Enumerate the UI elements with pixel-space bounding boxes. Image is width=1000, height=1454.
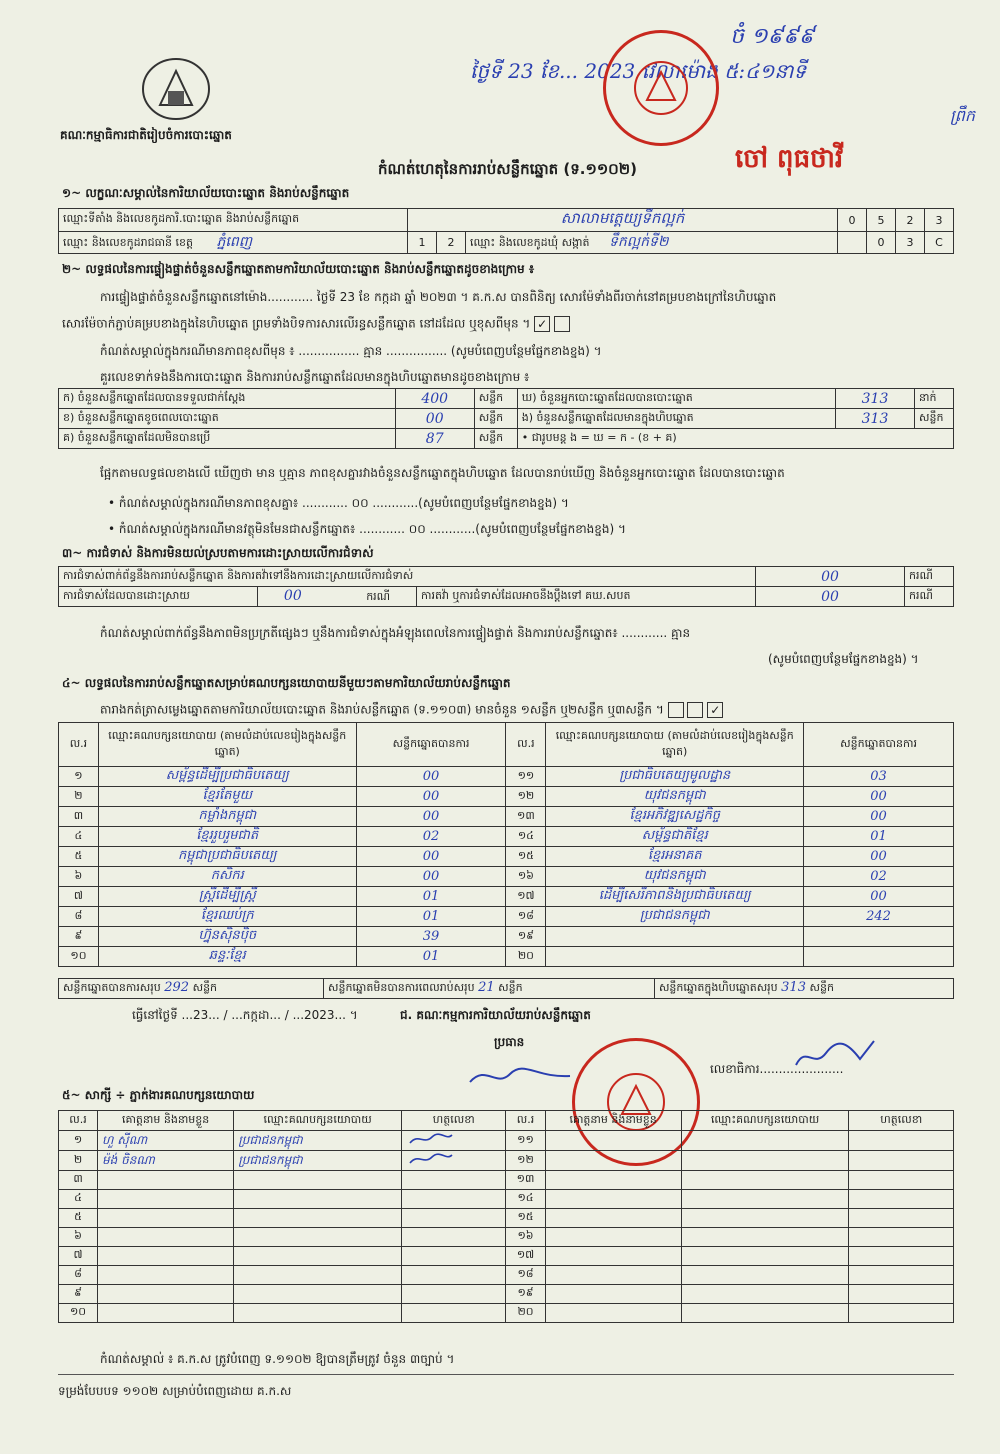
witness-row	[59, 1247, 954, 1266]
party-votes: 03	[804, 767, 954, 787]
commune-label: ឈ្មោះ និងលេខកូដឃុំ សង្កាត់ ទឹកល្អក់ទី២	[466, 232, 838, 254]
witness-name	[98, 1171, 234, 1190]
witness-party	[681, 1151, 849, 1171]
witness-no: ៩	[59, 1285, 98, 1304]
official-stamp-top	[603, 30, 719, 146]
section2-para1: ការផ្ទៀងផ្ទាត់ចំនួនសន្លឹកឆ្នោតនៅម៉ោង............ ថ្ងៃទី 23 ខែ កក្កដា ឆ្នាំ ២០២៣ ។ គ.ក.ស បានពិនិត្យ សោរម៉ែទាំងពីរចាក់នៅគម្របខាងក្រៅនៃហិបឆ្នោត	[100, 290, 777, 304]
witness-col-signature: ហត្ថលេខា	[849, 1111, 954, 1131]
count-unit: សន្លឹក	[915, 409, 954, 429]
section3-note: កំណត់សម្គាល់ពាក់ព័ន្ធនឹងភាពមិនប្រក្រតីផ្សេងៗ ឬនឹងការជំទាស់ក្នុងអំឡុងពេលនៃការផ្ទៀងផ្ទាត់ និងការរាប់សន្លឹកឆ្នោត៖ ............ គ្មាន	[100, 626, 691, 640]
witness-no: ៤	[59, 1190, 98, 1209]
footer-note: កំណត់សម្គាល់ ៖ គ.ក.ស ត្រូវបំពេញ ទ.១១០២ ឱ្យបានត្រឹមត្រូវ ចំនួន ៣ច្បាប់ ។	[100, 1352, 455, 1366]
witness-name	[545, 1131, 681, 1151]
party-name: យុវជនកម្ពុជា	[546, 787, 804, 807]
location-value: សាលាមត្តេយ្យទឹកល្អក់	[408, 209, 838, 232]
party-votes: 01	[356, 947, 506, 967]
witness-signature	[849, 1190, 954, 1209]
count-label: ខ) ចំនួនសន្លឹកឆ្នោតខូចពេលបោះឆ្នោត	[59, 409, 396, 429]
witness-party	[681, 1304, 849, 1323]
witness-row	[59, 1151, 954, 1171]
witness-name	[545, 1190, 681, 1209]
witness-name: ហួ ស៊ីណា	[98, 1131, 234, 1151]
witness-party	[681, 1228, 849, 1247]
party-results-table	[58, 722, 954, 967]
party-row	[59, 887, 954, 907]
party-name: ខ្មែររួបរួមជាតិ	[98, 827, 356, 847]
witness-signature	[402, 1190, 506, 1209]
party-name: កសិករ	[98, 867, 356, 887]
witness-col-party: ឈ្មោះគណបក្សនយោបាយ	[681, 1111, 849, 1131]
one-sheet-checkbox[interactable]	[668, 702, 684, 718]
col-no-header: ល.រ	[506, 723, 546, 767]
count-label: ឃ) ចំនួនអ្នកបោះឆ្នោតដែលបានបោះឆ្នោត	[517, 389, 835, 409]
witness-row	[59, 1266, 954, 1285]
witness-signature	[849, 1131, 954, 1151]
witness-col-name: គោត្តនាម និងនាមខ្លួន	[98, 1111, 234, 1131]
witness-signature	[849, 1285, 954, 1304]
witness-party: ប្រជាជនកម្ពុជា	[234, 1151, 402, 1171]
party-no: ១៨	[506, 907, 546, 927]
count-value: 00	[395, 409, 474, 429]
secretary-label: លេខាធិការ......................	[710, 1062, 844, 1076]
formula: • ជារូបមន្ត ង = ឃ = ក - (ខ + គ)	[517, 429, 953, 449]
section4-subline: តារាងកត់ត្រាសម្លេងឆ្នោតតាមការិយាល័យបោះឆ្នោត និងរាប់សន្លឹកឆ្នោត (ទ.១១០៣) មានចំនួន ១សន្លឹក ឬ២សន្លឹក ឬ៣សន្លឹក ។ ✓	[100, 702, 723, 718]
party-no: ៣	[59, 807, 99, 827]
party-votes: 00	[356, 847, 506, 867]
count-unit: សន្លឹក	[474, 409, 517, 429]
section3-heading: ៣~ ការជំទាស់ និងការមិនយល់ស្របតាមការដោះស្រាយលើការជំទាស់	[62, 546, 374, 560]
party-votes: 00	[804, 807, 954, 827]
party-name: ខ្មែរឈប់ក្រ	[98, 907, 356, 927]
witness-party	[234, 1171, 402, 1190]
witness-no: ៨	[59, 1266, 98, 1285]
witness-party	[681, 1171, 849, 1190]
witness-name	[98, 1266, 234, 1285]
party-name: ខ្មែរអភិវឌ្ឍសេដ្ឋកិច្ច	[546, 807, 804, 827]
witness-name	[545, 1151, 681, 1171]
emblem-logo	[140, 55, 212, 123]
witness-name	[98, 1304, 234, 1323]
witness-signature	[402, 1151, 506, 1171]
witness-signature	[849, 1228, 954, 1247]
committee: ជ. គណៈកម្មការការិយាល័យរាប់សន្លឹកឆ្នោត	[400, 1008, 591, 1022]
witness-col-name: គោត្តនាម និងនាមខ្លួន	[545, 1111, 681, 1131]
total-valid: សន្លឹកឆ្នោតបានការសរុប 292 សន្លឹក	[59, 979, 324, 999]
party-votes: 39	[356, 927, 506, 947]
witness-no: ១៩	[506, 1285, 545, 1304]
org-name: គណៈកម្មាធិការជាតិរៀបចំការបោះឆ្នោត	[60, 128, 232, 142]
witness-no: ១៨	[506, 1266, 545, 1285]
section4-heading: ៤~ លទ្ធផលនៃការរាប់សន្លឹកឆ្នោតសម្រាប់គណបក្សនយោបាយនីមួយៗតាមការិយាល័យរាប់សន្លឹកឆ្នោត	[62, 676, 511, 690]
done-date: ធ្វើនៅថ្ងៃទី ...23... / ...កក្កដា... / ...2023... ។	[132, 1008, 358, 1022]
party-name: កម្លាំងកម្ពុជា	[98, 807, 356, 827]
appeal-value: 00	[756, 587, 905, 607]
party-name	[546, 947, 804, 967]
signatory-name: ចៅ ពុធថាវី	[735, 144, 844, 174]
party-no: ២	[59, 787, 99, 807]
objection-value: 00	[756, 567, 905, 587]
witness-party	[234, 1209, 402, 1228]
witness-col-party: ឈ្មោះគណបក្សនយោបាយ	[234, 1111, 402, 1131]
witness-party	[234, 1247, 402, 1266]
appeal-unit: ករណី	[905, 587, 954, 607]
top-right-extra: ព្រឹក	[950, 106, 976, 125]
witness-no: ១៥	[506, 1209, 545, 1228]
witness-signature	[402, 1171, 506, 1190]
appeal-label: ការតវ៉ា ឬការជំទាស់ដែលអាចនឹងប្តឹងទៅ គឃ.សបត	[417, 587, 756, 607]
party-no: ៧	[59, 887, 99, 907]
col-party-header: ឈ្មោះគណបក្សនយោបាយ (តាមលំដាប់លេខរៀងក្នុងសន្លឹកឆ្នោត)	[546, 723, 804, 767]
party-name: ប្រជាធិបតេយ្យមូលដ្ឋាន	[546, 767, 804, 787]
witness-name	[545, 1285, 681, 1304]
witness-signature	[849, 1266, 954, 1285]
secretary-signature	[790, 1035, 880, 1075]
party-votes: 00	[356, 867, 506, 887]
witness-row	[59, 1285, 954, 1304]
witness-no: ១១	[506, 1131, 545, 1151]
witness-party	[681, 1190, 849, 1209]
witness-no: ១៦	[506, 1228, 545, 1247]
count-value: 313	[836, 409, 915, 429]
party-row	[59, 847, 954, 867]
witness-name	[545, 1228, 681, 1247]
location-label: ឈ្មោះទីតាំង និងលេខកូដការិ.បោះឆ្នោត និងរាប់សន្លឹកឆ្នោត	[59, 209, 408, 232]
commune-code-2: 3	[896, 232, 925, 254]
top-right-number: ចំ ១៩៩៩	[730, 24, 815, 49]
count-value: 400	[395, 389, 474, 409]
witness-no: ១៧	[506, 1247, 545, 1266]
witness-row	[59, 1209, 954, 1228]
party-no: ១៣	[506, 807, 546, 827]
section2-para2: សោរម៉ែចាក់ភ្ជាប់គម្របខាងក្នុងនៃហិបឆ្នោត ព្រមទាំងបិទការសារលើរន្ធសន្លឹកឆ្នោត នៅដដែល ឬខុសពីមុន ។ ✓	[62, 316, 952, 332]
witness-signature	[849, 1209, 954, 1228]
party-name: ឆន្ទៈខ្មែរ	[98, 947, 356, 967]
party-no: ៨	[59, 907, 99, 927]
party-votes: 242	[804, 907, 954, 927]
witness-party	[681, 1209, 849, 1228]
section1-table	[58, 208, 954, 254]
party-name: ប្រជាជនកម្ពុជា	[546, 907, 804, 927]
same-checkbox[interactable]: ✓	[534, 316, 550, 332]
witness-row	[59, 1190, 954, 1209]
witness-col-signature: ហត្ថលេខា	[402, 1111, 506, 1131]
party-no: ១១	[506, 767, 546, 787]
witness-party	[234, 1266, 402, 1285]
witness-no: ២០	[506, 1304, 545, 1323]
witness-party	[234, 1285, 402, 1304]
witness-no: ១	[59, 1131, 98, 1151]
party-votes: 01	[356, 907, 506, 927]
witness-name	[545, 1171, 681, 1190]
count-row	[59, 429, 954, 449]
witness-signature	[849, 1247, 954, 1266]
province-value: ភ្នំពេញ	[216, 234, 253, 250]
section2-para5: ផ្អែកតាមលទ្ធផលខាងលើ ឃើញថា មាន ឬគ្មាន ភាពខុសគ្នារវាងចំនួនសន្លឹកឆ្នោតក្នុងហិបឆ្នោត ដែលបានរាប់ឃើញ និងចំនួនអ្នកបោះឆ្នោត ដែលបានបោះឆ្នោត	[100, 466, 785, 480]
party-votes: 01	[804, 827, 954, 847]
witness-party: ប្រជាជនកម្ពុជា	[234, 1131, 402, 1151]
location-code-1: 0	[838, 209, 867, 232]
party-votes: 00	[804, 787, 954, 807]
witness-signature	[402, 1247, 506, 1266]
witness-name	[545, 1209, 681, 1228]
party-row	[59, 767, 954, 787]
col-party-header: ឈ្មោះគណបក្សនយោបាយ (តាមលំដាប់លេខរៀងក្នុងសន្លឹកឆ្នោត)	[98, 723, 356, 767]
party-row	[59, 807, 954, 827]
witness-name	[545, 1247, 681, 1266]
count-value: 87	[395, 429, 474, 449]
witness-party	[234, 1304, 402, 1323]
party-votes: 01	[356, 887, 506, 907]
witness-row	[59, 1131, 954, 1151]
witness-no: ៣	[59, 1171, 98, 1190]
witness-name	[98, 1190, 234, 1209]
three-sheet-checkbox[interactable]: ✓	[707, 702, 723, 718]
party-no: ៦	[59, 867, 99, 887]
party-votes	[804, 947, 954, 967]
party-no: ១	[59, 767, 99, 787]
handwritten-date: ថ្ងៃទី 23 ខែ... 2023 វេលាម៉ោង ៥:៤១នាទី	[470, 59, 807, 83]
party-row	[59, 867, 954, 887]
party-votes: 02	[804, 867, 954, 887]
party-no: ១៤	[506, 827, 546, 847]
location-code-4: 3	[925, 209, 954, 232]
ballot-count-table	[58, 388, 954, 449]
party-name: យុវជនកម្ពុជា	[546, 867, 804, 887]
witness-signature	[849, 1304, 954, 1323]
party-no: ១០	[59, 947, 99, 967]
party-no: ១៧	[506, 887, 546, 907]
witness-name	[545, 1266, 681, 1285]
witness-no: ៥	[59, 1209, 98, 1228]
witness-row	[59, 1171, 954, 1190]
party-no: ២០	[506, 947, 546, 967]
party-no: ៩	[59, 927, 99, 947]
witness-signature	[402, 1131, 506, 1151]
party-name: ខ្មែរតែមួយ	[98, 787, 356, 807]
party-name: ដើម្បីសេរីភាពនិងប្រជាធិបតេយ្យ	[546, 887, 804, 907]
count-unit: នាក់	[915, 389, 954, 409]
count-row	[59, 409, 954, 429]
party-name	[546, 927, 804, 947]
witness-no: ១០	[59, 1304, 98, 1323]
party-name: កម្ពុជាប្រជាធិបតេយ្យ	[98, 847, 356, 867]
count-label: ក) ចំនួនសន្លឹកឆ្នោតដែលបានទទួលជាក់ស្តែង	[59, 389, 396, 409]
witness-signature	[849, 1151, 954, 1171]
witness-signature	[402, 1228, 506, 1247]
party-votes: 00	[804, 887, 954, 907]
resolved-value: 00 ករណី	[258, 587, 417, 607]
count-label: គ) ចំនួនសន្លឹកឆ្នោតដែលមិនបានប្រើ	[59, 429, 396, 449]
party-votes: 02	[356, 827, 506, 847]
president-label: ប្រធាន	[494, 1035, 525, 1049]
province-label: ឈ្មោះ និងលេខកូដរាជធានី ខេត្ត ភ្នំពេញ	[59, 232, 408, 254]
witness-row	[59, 1304, 954, 1323]
witness-name	[98, 1247, 234, 1266]
section3-note2: (សូមបំពេញបន្ថែមផ្នែកខាងខ្នង) ។	[768, 652, 919, 666]
party-name: ហ្វ៊ុនស៊ិនប៉ិច	[98, 927, 356, 947]
section2-note2: • កំណត់សម្គាល់ក្នុងករណីមានវត្ថុមិនមែនជាសន្លឹកឆ្នោត៖ ............ ០០ ............(សូមបំពេញបន្ថែមផ្នែកខាងខ្នង) ។	[108, 522, 626, 536]
section2-heading: ២~ លទ្ធផលនៃការផ្ទៀងផ្ទាត់ចំនួនសន្លឹកឆ្នោតតាមការិយាល័យបោះឆ្នោត និងរាប់សន្លឹកឆ្នោតដូចខាងក្រោម ៖	[62, 262, 535, 276]
witness-no: ៧	[59, 1247, 98, 1266]
section2-para3: កំណត់សម្គាល់ក្នុងករណីមានភាពខុសពីមុន ៖ ................ គ្មាន ................ (សូមបំពេញបន្ថែមផ្នែកខាងខ្នង) ។	[100, 344, 602, 358]
party-row	[59, 827, 954, 847]
party-no: ១៩	[506, 927, 546, 947]
total-invalid: សន្លឹកឆ្នោតមិនបានការពេលរាប់សរុប 21 សន្លឹក	[323, 979, 654, 999]
col-no-header: ល.រ	[59, 723, 99, 767]
president-signature	[466, 1060, 576, 1090]
count-value: 313	[836, 389, 915, 409]
party-votes: 00	[804, 847, 954, 867]
party-votes: 00	[356, 807, 506, 827]
party-no: ៥	[59, 847, 99, 867]
witness-no: ២	[59, 1151, 98, 1171]
witness-col-no: ល.រ	[59, 1111, 98, 1131]
witness-name	[98, 1285, 234, 1304]
witness-name	[545, 1304, 681, 1323]
party-name: សម្ព័ន្ធដើម្បីប្រជាធិបតេយ្យ	[98, 767, 356, 787]
witness-name	[98, 1209, 234, 1228]
section1-heading: ១~ លក្ខណៈសម្គាល់នៃការិយាល័យបោះឆ្នោត និងរាប់សន្លឹកឆ្នោត	[62, 186, 350, 200]
location-code-3: 2	[896, 209, 925, 232]
witness-signature	[402, 1209, 506, 1228]
witness-row	[59, 1228, 954, 1247]
party-votes: 00	[356, 767, 506, 787]
party-votes	[804, 927, 954, 947]
witness-party	[681, 1131, 849, 1151]
commune-value: ទឹកល្អក់ទី២	[609, 234, 669, 250]
commune-code-1: 0	[867, 232, 896, 254]
witness-signature	[402, 1304, 506, 1323]
party-no: ១៦	[506, 867, 546, 887]
witness-name: ម៉ង់ ចិនណា	[98, 1151, 234, 1171]
party-name: ខ្មែរអនាគត	[546, 847, 804, 867]
different-checkbox[interactable]	[554, 316, 570, 332]
witness-table	[58, 1110, 954, 1323]
witness-party	[234, 1228, 402, 1247]
form-title: កំណត់ហេតុនៃការរាប់សន្លឹកឆ្នោត (ទ.១១០២)	[378, 160, 638, 178]
party-name: សម្ព័ន្ធជាតិខ្មែរ	[546, 827, 804, 847]
witness-signature	[402, 1266, 506, 1285]
footer-form-code: ទម្រង់បែបបទ ១១០២ សម្រាប់បំពេញដោយ គ.ក.ស	[58, 1384, 292, 1398]
resolved-label: ការជំទាស់ដែលបានដោះស្រាយ	[59, 587, 258, 607]
party-row	[59, 907, 954, 927]
col-votes-header: សន្លឹកឆ្នោតបានការ	[356, 723, 506, 767]
party-row	[59, 947, 954, 967]
objection-unit: ករណី	[905, 567, 954, 587]
location-code-2: 5	[867, 209, 896, 232]
section2-note1: • កំណត់សម្គាល់ក្នុងករណីមានភាពខុសគ្នា៖ ............ ០០ ............(សូមបំពេញបន្ថែមផ្នែកខាងខ្នង) ។	[108, 496, 569, 510]
col-votes-header: សន្លឹកឆ្នោតបានការ	[804, 723, 954, 767]
witness-no: ១៣	[506, 1171, 545, 1190]
witness-party	[681, 1285, 849, 1304]
two-sheet-checkbox[interactable]	[687, 702, 703, 718]
witness-party	[681, 1266, 849, 1285]
total-box: សន្លឹកឆ្នោតក្នុងហិបឆ្នោតសរុប 313 សន្លឹក	[654, 979, 953, 999]
section5-heading: ៥~ សាក្សី ÷ ភ្នាក់ងារគណបក្សនយោបាយ	[62, 1088, 255, 1102]
count-row	[59, 389, 954, 409]
objection-table	[58, 566, 954, 607]
province-code-1: 1	[408, 232, 437, 254]
objection-label: ការជំទាស់ពាក់ព័ន្ធនឹងការរាប់សន្លឹកឆ្នោត និងការតវ៉ាទៅនឹងការដោះស្រាយលើការជំទាស់	[59, 567, 756, 587]
party-no: ១៥	[506, 847, 546, 867]
province-code-2: 2	[437, 232, 466, 254]
totals-row	[58, 978, 954, 999]
count-unit: សន្លឹក	[474, 429, 517, 449]
witness-signature	[849, 1171, 954, 1190]
witness-name	[98, 1228, 234, 1247]
witness-party	[234, 1190, 402, 1209]
commune-code-3: C	[925, 232, 954, 254]
witness-no: ១២	[506, 1151, 545, 1171]
witness-no: ១៤	[506, 1190, 545, 1209]
count-unit: សន្លឹក	[474, 389, 517, 409]
section2-para4: គួរលេខទាក់ទងនឹងការបោះឆ្នោត និងការរាប់សន្លឹកឆ្នោតដែលមានក្នុងហិបឆ្នោតមានដូចខាងក្រោម ៖	[100, 370, 530, 384]
party-row	[59, 787, 954, 807]
party-votes: 00	[356, 787, 506, 807]
witness-signature	[402, 1285, 506, 1304]
witness-party	[681, 1247, 849, 1266]
party-no: ១២	[506, 787, 546, 807]
party-no: ៤	[59, 827, 99, 847]
footer-divider	[58, 1374, 954, 1375]
party-name: ស្ត្រីដើម្បីស្ត្រី	[98, 887, 356, 907]
party-row	[59, 927, 954, 947]
witness-no: ៦	[59, 1228, 98, 1247]
witness-col-no: ល.រ	[506, 1111, 545, 1131]
count-label: ង) ចំនួនសន្លឹកឆ្នោតដែលមានក្នុងហិបឆ្នោត	[517, 409, 835, 429]
